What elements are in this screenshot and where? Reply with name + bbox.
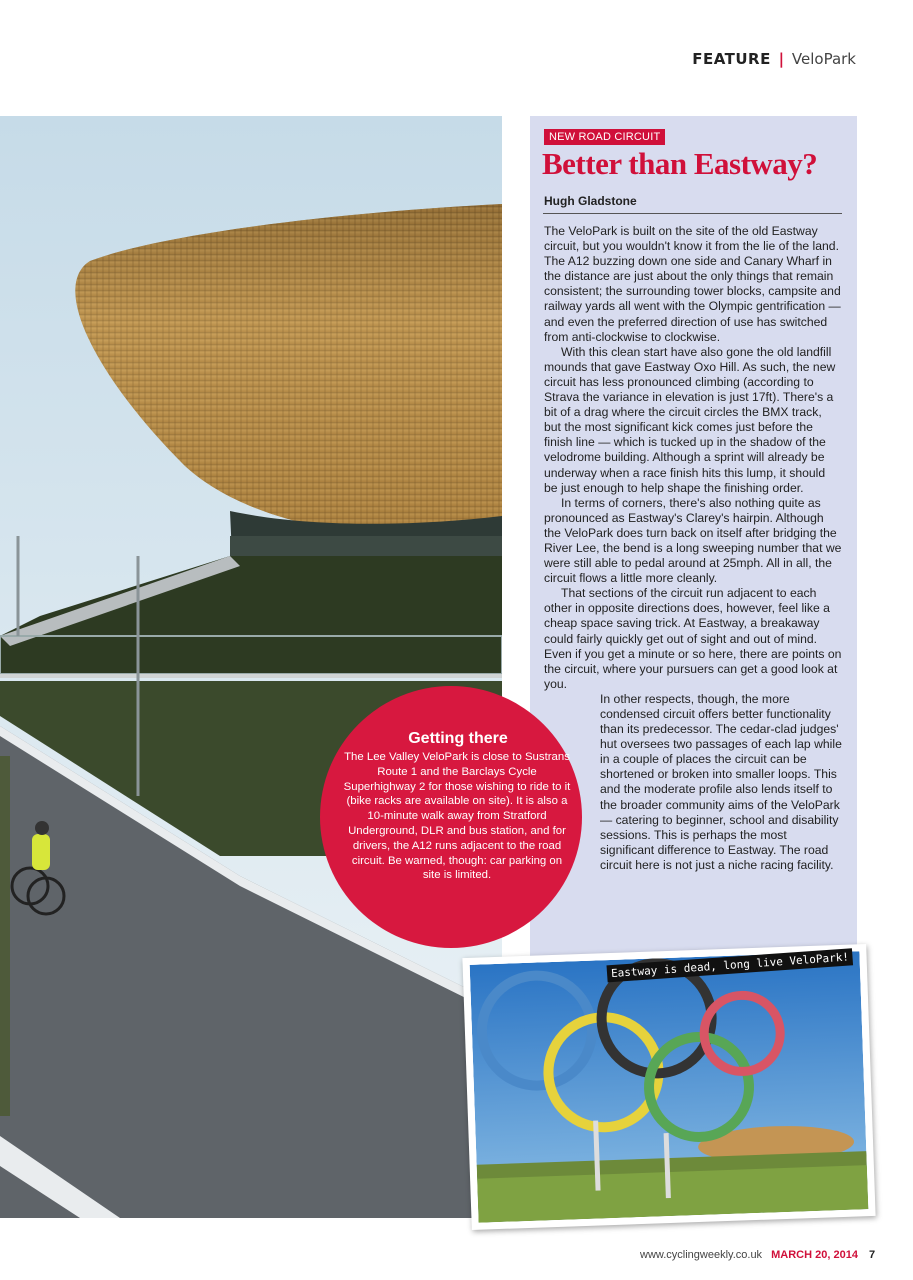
- article-paragraph: The VeloPark is built on the site of the old Eastway circuit, but you wouldn't know it from the lie of the land. The A12 buzzing down one side and Canary Wharf in the distance are just about the only things that remain consistent; the surrounding tower blocks, campsite and railway yards all went with the Olympic gentrification — and even the preferred direction of use has switched from anti-clockwise to clockwise.: [544, 224, 841, 344]
- footer-date: MARCH 20, 2014: [771, 1249, 858, 1261]
- article-tag: NEW ROAD CIRCUIT: [544, 129, 665, 145]
- olympic-rings-image: [470, 951, 869, 1222]
- page-footer: [640, 1249, 875, 1261]
- header-divider: |: [778, 50, 785, 68]
- byline-rule: [543, 213, 842, 214]
- article-byline: Hugh Gladstone: [544, 194, 637, 208]
- section-label: FEATURE: [692, 50, 771, 68]
- page-header: [692, 50, 856, 68]
- article-paragraph: In terms of corners, there's also nothing quite as pronounced as Eastway's Clarey's hairpin. Although the VeloPark does turn back on itself after bridging the River Lee, the bend is a long sweeping number that we were still able to pedal around at 25mph. All in all, the circuit flows a little more cleanly.: [544, 495, 842, 586]
- page-number: 7: [869, 1249, 876, 1261]
- article-paragraph: That sections of the circuit run adjacent to each other in opposite directions does, however, feel like a cheap space saving trick. At Eastway, a breakaway could fairly quickly get out of sight and out of mind. Even if you get a minute or so here, there are points on the circuit, where your pursuers can get a good look at you.: [544, 586, 842, 691]
- sidebar-body: The Lee Valley VeloPark is close to Sustrans Route 1 and the Barclays Cycle Superhighway 2 for those wishing to ride to it (bike racks are available on site). It is also a 10-minute walk away from Stratford Underground, DLR and bus station, and for drivers, the A12 runs adjacent to the road circuit. Be warned, though: car parking on site is limited.: [343, 751, 571, 882]
- article-headline: Better than Eastway?: [542, 146, 818, 181]
- sidebar-title: Getting there: [408, 730, 508, 747]
- olympic-rings-photo: [462, 944, 875, 1230]
- article-paragraph: In other respects, though, the more condensed circuit offers better functionality than its predecessor. The cedar-clad judges' hut oversees two passages of each lap while in a couple of places the circuit can be shortened or broken into smaller loops. This and the moderate profile also lends itself to the broader community aims of the VeloPark — catering to beginner, school and disability sessions. This is perhaps the most significant difference to Eastway. The road circuit here is not just a niche racing facility.: [600, 691, 842, 872]
- article-paragraph: With this clean start have also gone the old landfill mounds that gave Eastway Oxo Hill. As such, the new circuit has less pronounced climbing (according to Strava the variance in elevation is just 17ft). There's a bit of a drag where the circuit circles the BMX track, but the most significant kick comes just before the finish line — which is tucked up in the shadow of the velodrome building. Although a sprint will already be underway when a race finish hits this lump, it should be just enough to help shape the finishing order.: [544, 344, 836, 495]
- article-body: [544, 224, 842, 873]
- photo-caption: Eastway is dead, long live VeloPark!: [606, 948, 853, 982]
- subsection-label: VeloPark: [791, 50, 856, 68]
- footer-url[interactable]: www.cyclingweekly.co.uk: [640, 1249, 763, 1261]
- velodrome-photo: [0, 116, 502, 1218]
